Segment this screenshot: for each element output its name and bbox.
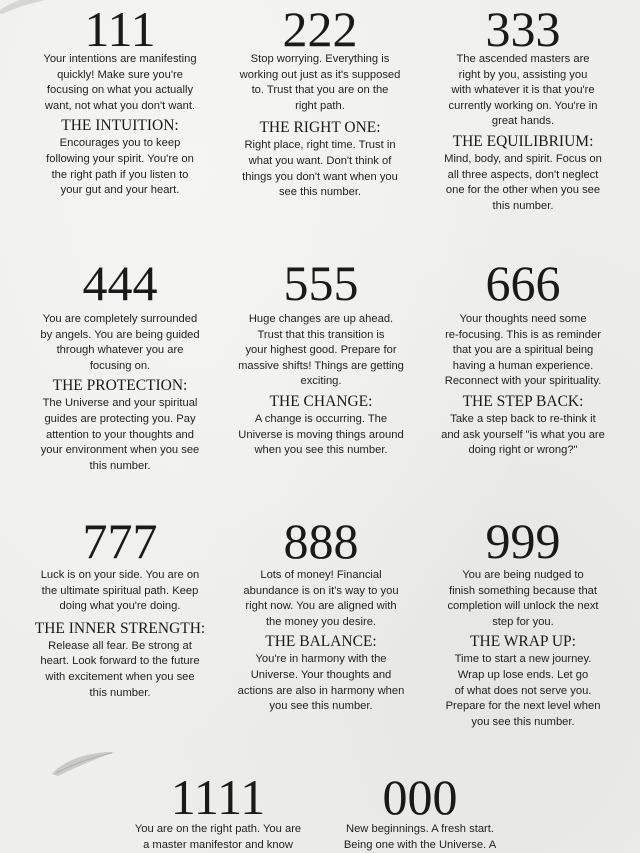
card-description: Huge changes are up ahead. Trust that this transition is your highest good. Prepare for massive shifts! Things are getting exciting. [238, 313, 404, 388]
angel-number: 000 [382, 769, 458, 825]
card-888 [218, 513, 424, 715]
card-detail: Mind, body, and spirit. Focus on all three aspects, don't neglect one for the other when you see this number. [444, 152, 602, 212]
card-detail: Release all fear. Be strong at heart. Look forward to the future with excitement when you see this number. [40, 639, 200, 699]
card-description: The ascended masters are right by you, assisting you with whatever it is that you're currently working on. You're in great hands. [448, 53, 598, 128]
card-description: You are being nudged to finish something because that completion will unlock the next step for you. [447, 569, 599, 628]
card-444 [18, 255, 222, 474]
angel-number: 666 [485, 255, 561, 311]
card-000 [318, 769, 522, 853]
card-heading: THE RIGHT ONE: [259, 119, 381, 137]
card-111 [20, 1, 220, 199]
card-description: Lots of money! Financial abundance is on it's way to you right now. You are aligned with the money you desire. [243, 569, 399, 628]
angel-number: 999 [485, 513, 561, 569]
card-description: You are on the right path. You are a master manifestor and know [134, 823, 302, 851]
card-heading: THE BALANCE: [265, 633, 377, 651]
angel-number: 888 [283, 513, 359, 569]
card-detail: The Universe and your spiritual guides are protecting you. Pay attention to your thoughts and your environment when you see this number. [40, 397, 200, 472]
card-detail: Right place, right time. Trust in what you want. Don't think of things you don't want when you see this number. [242, 139, 398, 199]
angel-number: 555 [283, 255, 359, 311]
card-555 [216, 255, 426, 459]
card-description: Stop worrying. Everything is working out just as it's supposed to. Trust that you are on the right path. [239, 53, 401, 112]
angel-number: 777 [82, 513, 158, 569]
card-666 [420, 255, 626, 459]
card-heading: THE WRAP UP: [470, 633, 576, 651]
card-1111 [118, 769, 318, 853]
angel-number: 222 [282, 1, 358, 57]
card-detail: A change is occurring. The Universe is moving things around when you see this number. [238, 412, 404, 457]
card-heading: THE INTUITION: [61, 117, 179, 135]
angel-number: 111 [84, 1, 156, 57]
card-999 [418, 513, 628, 730]
angel-number: 333 [485, 1, 561, 57]
card-description: Your intentions are manifesting quickly! Make sure you're focusing on what you actually want, not what you don't want. [43, 53, 197, 112]
card-heading: THE CHANGE: [269, 392, 373, 410]
card-heading: THE EQUILIBRIUM: [452, 132, 594, 150]
card-333 [418, 1, 628, 214]
card-detail: Take a step back to re-think it and ask yourself "is what you are doing right or wrong?" [441, 412, 605, 457]
card-heading: THE PROTECTION: [52, 377, 188, 395]
card-detail: You're in harmony with the Universe. Your thoughts and actions are also in harmony when you see this number. [237, 653, 405, 713]
card-detail: Encourages you to keep following your spirit. You're on the right path if you listen to your gut and your heart. [46, 137, 194, 197]
card-heading: THE STEP BACK: [462, 392, 584, 410]
card-description: Your thoughts need some re-focusing. This is as reminder that you are a spiritual being having a human experience. Reconnect with your spirituality. [444, 313, 602, 388]
card-heading: THE INNER STRENGTH: [34, 619, 206, 637]
angel-number: 1111 [170, 769, 266, 825]
card-222 [220, 1, 420, 201]
angel-number: 444 [82, 255, 158, 311]
feather-icon [48, 748, 118, 778]
card-description: New beginnings. A fresh start. Being one with the Universe. A [343, 823, 497, 851]
card-description: Luck is on your side. You are on the ultimate spiritual path. Keep doing what you're doing. [40, 569, 200, 613]
card-detail: Time to start a new journey. Wrap up lose ends. Let go of what does not serve you. Prepare for the next level when you see this number. [445, 653, 601, 728]
card-777 [16, 513, 224, 701]
card-description: You are completely surrounded by angels. You are being guided through whatever you are focusing on. [40, 313, 200, 372]
